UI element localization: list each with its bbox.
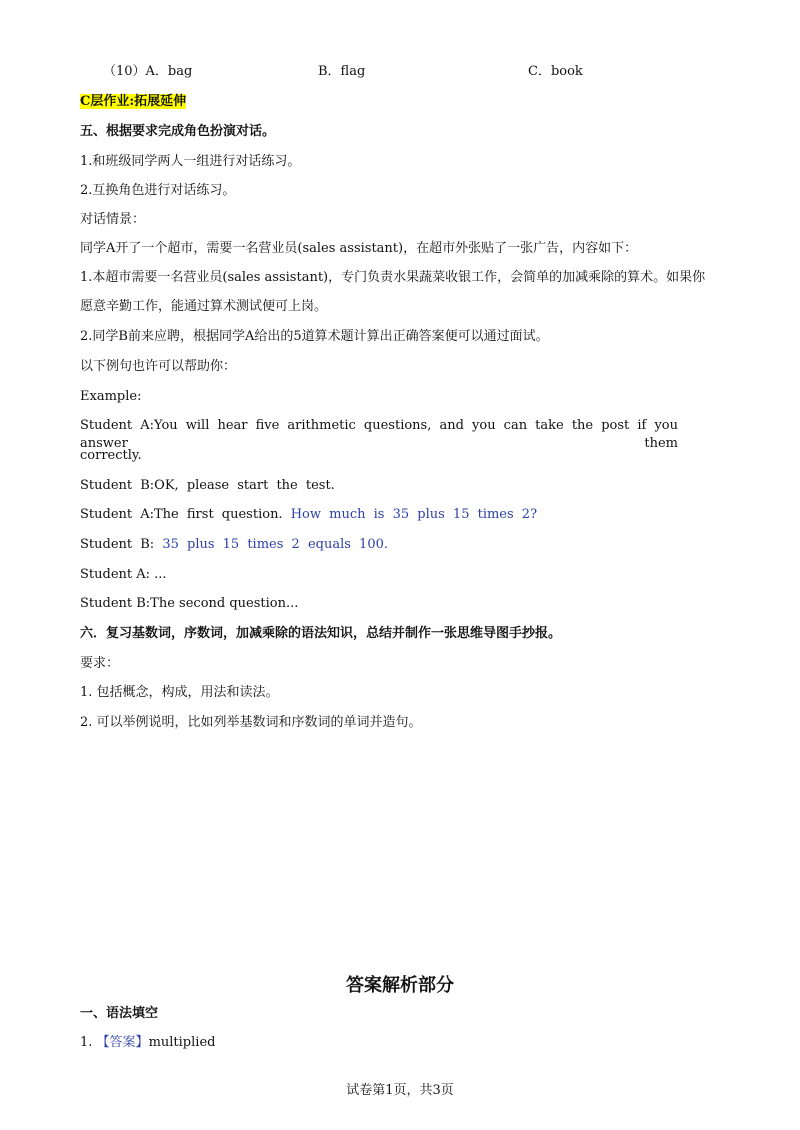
- dialogue-line-4: [80, 536, 388, 554]
- answer-1: [80, 1034, 215, 1052]
- section6-item-1: 1. 包括概念，构成，用法和读法。: [80, 685, 279, 700]
- option-b: B．flag: [318, 64, 366, 79]
- ad-item-1-line2: 愿意辛勤工作，能通过算术测试便可上岗。: [80, 299, 328, 314]
- dialogue-line-1-cont: correctly.: [80, 448, 142, 463]
- dialogue-line-5: Student A: ...: [80, 567, 167, 582]
- answer-number: 1.: [80, 1035, 93, 1050]
- hint-text: 以下例句也许可以帮助你：: [80, 359, 237, 374]
- section5-title: 五、根据要求完成角色扮演对话。: [80, 124, 276, 139]
- answers-heading: 答案解析部分: [346, 975, 454, 996]
- question-blue-text: How much is 35 plus 15 times 2?: [290, 507, 538, 522]
- dialogue-line-3: [80, 506, 537, 524]
- scene-text: 同学A开了一个超市，需要一名营业员(sales assistant)，在超市外张贴了一张广告，内容如下：: [80, 241, 638, 256]
- layer-c-label: [80, 93, 186, 111]
- highlight-text: C层作业:拓展延伸: [80, 94, 187, 109]
- requirement-2: 2.互换角色进行对话练习。: [80, 183, 236, 198]
- dialogue-line-2: Student B:OK, please start the test.: [80, 478, 335, 493]
- option-c: C．book: [528, 64, 583, 79]
- dialogue-speaker-text: Student A:The first question.: [80, 507, 283, 522]
- example-label: Example:: [80, 389, 142, 404]
- ad-item-2: 2.同学B前来应聘，根据同学A给出的5道算术题计算出正确答案便可以通过面试。: [80, 329, 549, 344]
- answers-section-1: 一、语法填空: [80, 1006, 159, 1021]
- dialogue-line-1: Student A:You will hear five arithmetic questions, and you can take the post if you answer them: [80, 418, 678, 451]
- answer-blue-text: 35 plus 15 times 2 equals 100.: [162, 537, 388, 552]
- section6-item-2: 2. 可以举例说明，比如列举基数词和序数词的单词并造句。: [80, 715, 422, 730]
- page-footer: 试卷第1页，共3页: [346, 1083, 454, 1098]
- ad-item-1-line1: 1.本超市需要一名营业员(sales assistant)，专门负责水果蔬菜收银工作，会简单的加减乘除的算术。如果你: [80, 270, 706, 285]
- requirement-1: 1.和班级同学两人一组进行对话练习。: [80, 154, 301, 169]
- answer-tag: 【答案】: [96, 1035, 149, 1050]
- section6-title: 六．复习基数词，序数词，加减乘除的语法知识，总结并制作一张思维导图手抄报。: [80, 626, 562, 641]
- scene-label: 对话情景：: [80, 212, 146, 227]
- answer-value: multiplied: [148, 1035, 216, 1050]
- dialogue-speaker-text: Student B:: [80, 537, 155, 552]
- section6-req-label: 要求：: [80, 656, 120, 671]
- option-a: （10）A．bag: [103, 64, 193, 79]
- dialogue-line-6: Student B:The second question...: [80, 596, 299, 611]
